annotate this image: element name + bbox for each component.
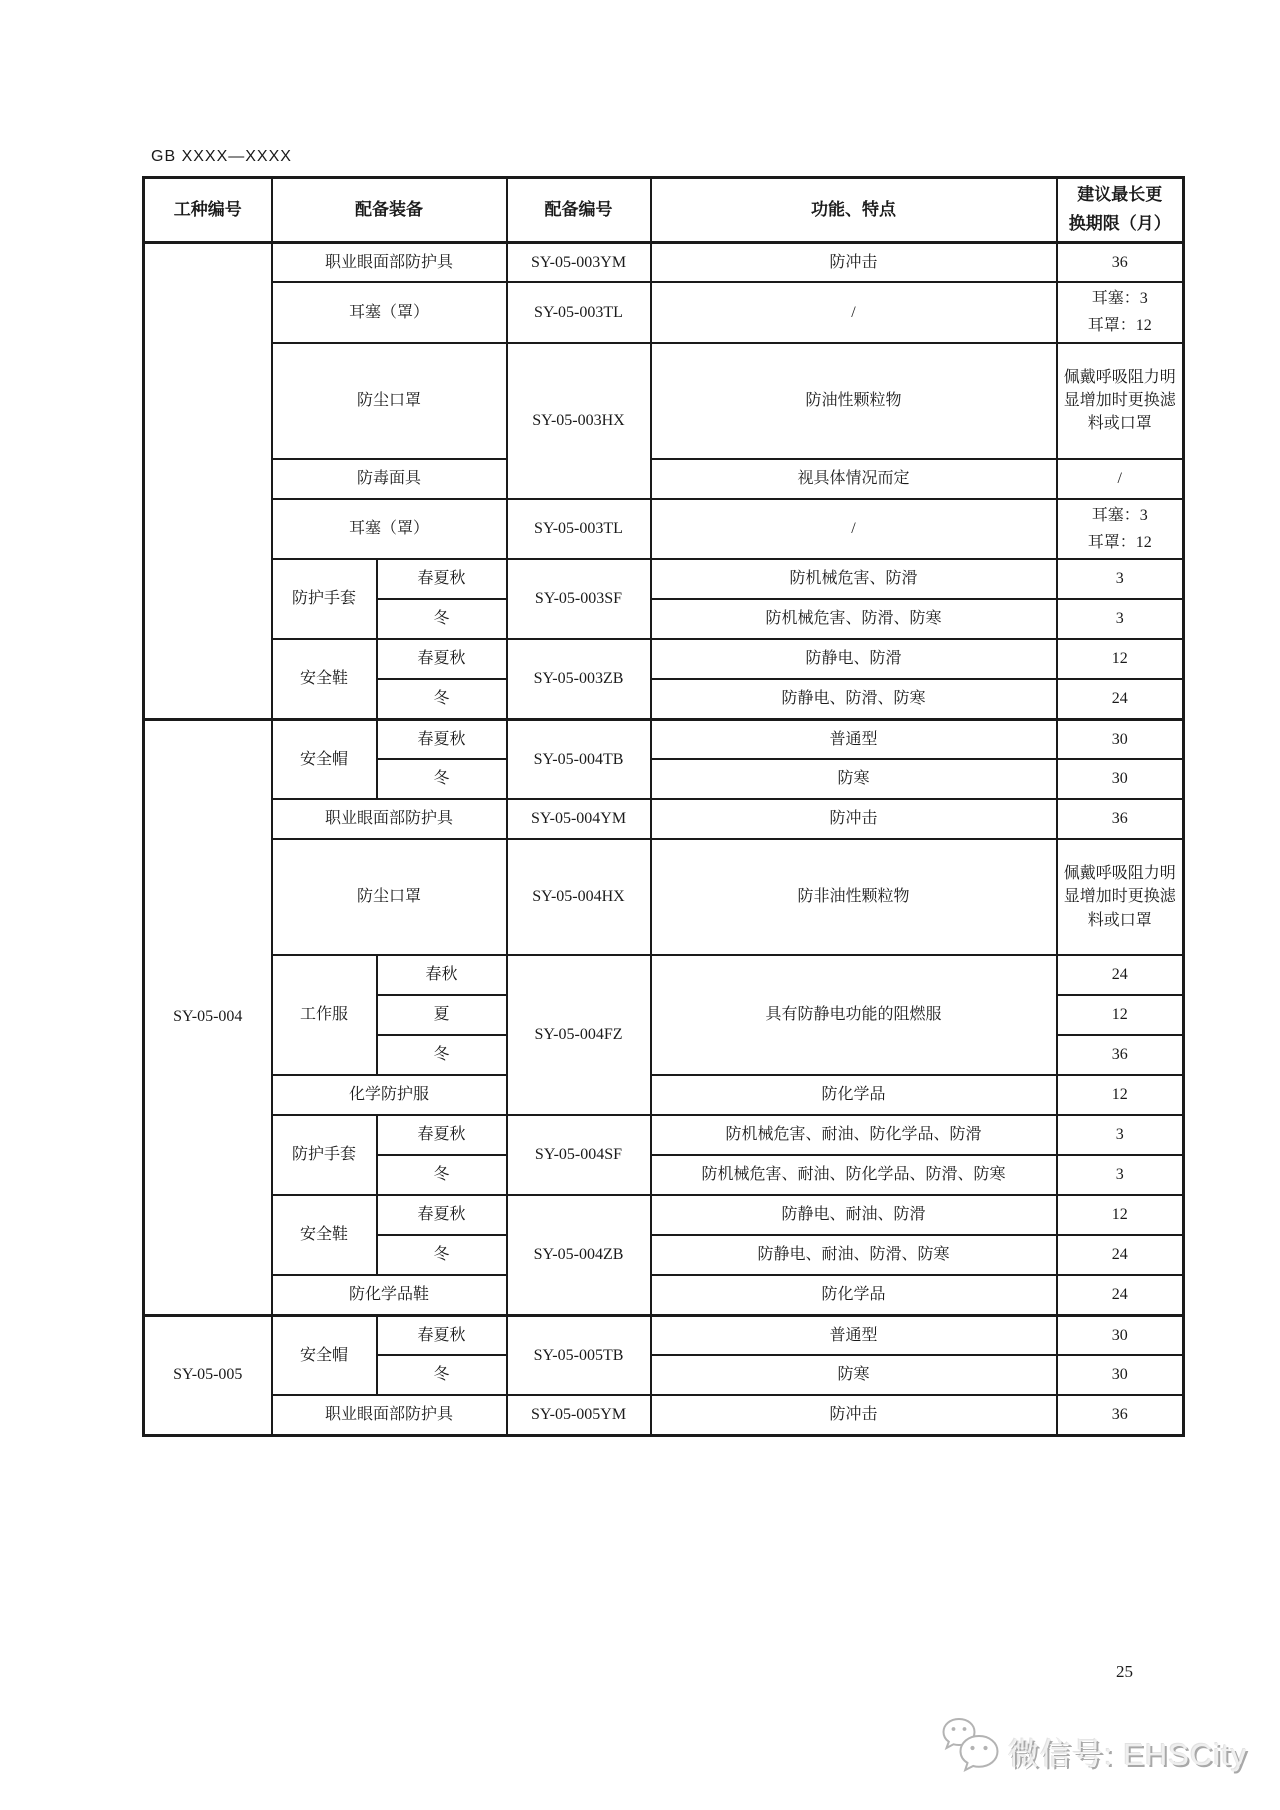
period-line: 耳罩：12 xyxy=(1087,317,1152,335)
period-cell: 3 xyxy=(1057,1115,1184,1155)
features-cell: 具有防静电功能的阻燃服 xyxy=(651,955,1057,1075)
table-row xyxy=(144,955,1184,995)
header-equipment: 配备装备 xyxy=(272,178,507,243)
equipment-cell: 职业眼面部防护具 xyxy=(272,1395,507,1435)
period-cell: 36 xyxy=(1057,1035,1184,1075)
season-cell: 春夏秋 xyxy=(377,1195,507,1235)
period-cell: 36 xyxy=(1057,1395,1184,1435)
features-cell: 防机械危害、防滑、防寒 xyxy=(651,599,1057,639)
equipment-cell: 防护手套 xyxy=(272,1115,377,1195)
equipment-cell: 防尘口罩 xyxy=(272,839,507,955)
equipment-cell: 耳塞（罩） xyxy=(272,499,507,559)
features-cell: 防化学品 xyxy=(651,1075,1057,1115)
wechat-watermark xyxy=(938,1712,1258,1790)
features-cell: 防静电、防滑 xyxy=(651,639,1057,679)
period-cell xyxy=(1057,282,1184,342)
features-cell: 防寒 xyxy=(651,1355,1057,1395)
features-cell: 防化学品 xyxy=(651,1275,1057,1315)
equip-code-cell: SY-05-004HX xyxy=(507,839,651,955)
equipment-cell: 安全帽 xyxy=(272,719,377,799)
period-cell xyxy=(1057,499,1184,559)
period-line: 耳罩：12 xyxy=(1087,533,1152,551)
period-cell: 36 xyxy=(1057,799,1184,839)
season-cell: 春夏秋 xyxy=(377,719,507,759)
features-cell: 普通型 xyxy=(651,719,1057,759)
period-cell: 12 xyxy=(1057,639,1184,679)
equip-code-cell: SY-05-003TL xyxy=(507,499,651,559)
equip-code-cell: SY-05-004ZB xyxy=(507,1195,651,1315)
features-cell: 普通型 xyxy=(651,1315,1057,1355)
season-cell: 春夏秋 xyxy=(377,559,507,599)
equipment-cell: 防化学品鞋 xyxy=(272,1275,507,1315)
season-cell: 冬 xyxy=(377,1035,507,1075)
season-cell: 冬 xyxy=(377,1235,507,1275)
table-header-row xyxy=(144,178,1184,243)
features-cell: 防油性颗粒物 xyxy=(651,343,1057,459)
period-line: 耳塞：3 xyxy=(1091,290,1148,308)
equipment-cell: 安全鞋 xyxy=(272,1195,377,1275)
features-cell: 防机械危害、耐油、防化学品、防滑、防寒 xyxy=(651,1155,1057,1195)
season-cell: 冬 xyxy=(377,759,507,799)
table-row xyxy=(144,1115,1184,1155)
page-number: 25 xyxy=(1116,1662,1133,1681)
period-cell: 佩戴呼吸阻力明显增加时更换滤料或口罩 xyxy=(1057,343,1184,459)
features-cell: 防静电、防滑、防寒 xyxy=(651,679,1057,719)
header-features: 功能、特点 xyxy=(651,178,1057,243)
equipment-cell: 防毒面具 xyxy=(272,459,507,499)
table-row xyxy=(144,639,1184,679)
features-cell: / xyxy=(651,282,1057,342)
season-cell: 冬 xyxy=(377,679,507,719)
doc-reference-label: GB XXXX—XXXX xyxy=(151,148,292,165)
ppe-table xyxy=(142,176,1185,1437)
table-row xyxy=(144,839,1184,955)
season-cell: 春秋 xyxy=(377,955,507,995)
table-row xyxy=(144,1075,1184,1115)
features-cell: 防冲击 xyxy=(651,1395,1057,1435)
period-cell: 36 xyxy=(1057,242,1184,282)
period-cell: 3 xyxy=(1057,1155,1184,1195)
period-cell: 24 xyxy=(1057,1235,1184,1275)
equip-code-cell: SY-05-003YM xyxy=(507,242,651,282)
period-cell: 佩戴呼吸阻力明显增加时更换滤料或口罩 xyxy=(1057,839,1184,955)
season-cell: 冬 xyxy=(377,599,507,639)
features-cell: 防静电、耐油、防滑 xyxy=(651,1195,1057,1235)
period-cell: 24 xyxy=(1057,955,1184,995)
equip-code-cell: SY-05-005TB xyxy=(507,1315,651,1395)
period-cell: 12 xyxy=(1057,995,1184,1035)
period-cell: / xyxy=(1057,459,1184,499)
table-row xyxy=(144,1195,1184,1235)
equipment-cell: 职业眼面部防护具 xyxy=(272,242,507,282)
features-cell: 防非油性颗粒物 xyxy=(651,839,1057,955)
period-line: 耳塞：3 xyxy=(1091,506,1148,524)
job-code-cell xyxy=(144,242,272,719)
header-job-code: 工种编号 xyxy=(144,178,272,243)
season-cell: 冬 xyxy=(377,1155,507,1195)
table-row xyxy=(144,499,1184,559)
period-cell: 3 xyxy=(1057,599,1184,639)
header-equip-code: 配备编号 xyxy=(507,178,651,243)
equipment-cell: 职业眼面部防护具 xyxy=(272,799,507,839)
period-cell: 12 xyxy=(1057,1075,1184,1115)
features-cell: / xyxy=(651,499,1057,559)
features-cell: 视具体情况而定 xyxy=(651,459,1057,499)
watermark-label: 微信号: EHSCity xyxy=(1008,1736,1248,1772)
table-row xyxy=(144,1315,1184,1355)
header-period-line2: 换期限（月） xyxy=(1068,213,1171,233)
season-cell: 春夏秋 xyxy=(377,639,507,679)
header-period-line1: 建议最长更 xyxy=(1077,185,1163,204)
equipment-cell: 耳塞（罩） xyxy=(272,282,507,342)
wechat-icon xyxy=(938,1716,1002,1787)
period-cell: 3 xyxy=(1057,559,1184,599)
period-cell: 30 xyxy=(1057,1355,1184,1395)
equipment-cell: 工作服 xyxy=(272,955,377,1075)
equip-code-cell: SY-05-003TL xyxy=(507,282,651,342)
features-cell: 防寒 xyxy=(651,759,1057,799)
equip-code-cell: SY-05-003SF xyxy=(507,559,651,639)
features-cell: 防机械危害、防滑 xyxy=(651,559,1057,599)
equipment-cell: 安全鞋 xyxy=(272,639,377,719)
table-row xyxy=(144,719,1184,759)
equipment-cell: 安全帽 xyxy=(272,1315,377,1395)
equipment-cell: 防尘口罩 xyxy=(272,343,507,459)
period-cell: 30 xyxy=(1057,1315,1184,1355)
equip-code-cell: SY-05-003HX xyxy=(507,343,651,499)
equip-code-cell: SY-05-003ZB xyxy=(507,639,651,719)
equip-code-cell: SY-05-005YM xyxy=(507,1395,651,1435)
equip-code-cell: SY-05-004FZ xyxy=(507,955,651,1115)
equipment-cell: 化学防护服 xyxy=(272,1075,507,1115)
table-row xyxy=(144,799,1184,839)
features-cell: 防冲击 xyxy=(651,799,1057,839)
features-cell: 防机械危害、耐油、防化学品、防滑 xyxy=(651,1115,1057,1155)
table-row xyxy=(144,459,1184,499)
period-cell: 30 xyxy=(1057,719,1184,759)
season-cell: 春夏秋 xyxy=(377,1315,507,1355)
features-cell: 防静电、耐油、防滑、防寒 xyxy=(651,1235,1057,1275)
table-row xyxy=(144,1275,1184,1315)
equipment-cell: 防护手套 xyxy=(272,559,377,639)
equip-code-cell: SY-05-004TB xyxy=(507,719,651,799)
season-cell: 夏 xyxy=(377,995,507,1035)
season-cell: 冬 xyxy=(377,1355,507,1395)
equip-code-cell: SY-05-004SF xyxy=(507,1115,651,1195)
period-cell: 24 xyxy=(1057,1275,1184,1315)
table-row xyxy=(144,282,1184,342)
table-row xyxy=(144,242,1184,282)
period-cell: 12 xyxy=(1057,1195,1184,1235)
table-row xyxy=(144,559,1184,599)
table-row xyxy=(144,1395,1184,1435)
period-cell: 24 xyxy=(1057,679,1184,719)
job-code-cell: SY-05-005 xyxy=(144,1315,272,1435)
header-period xyxy=(1057,178,1184,243)
season-cell: 春夏秋 xyxy=(377,1115,507,1155)
table-row xyxy=(144,343,1184,459)
job-code-cell: SY-05-004 xyxy=(144,719,272,1315)
features-cell: 防冲击 xyxy=(651,242,1057,282)
equip-code-cell: SY-05-004YM xyxy=(507,799,651,839)
period-cell: 30 xyxy=(1057,759,1184,799)
